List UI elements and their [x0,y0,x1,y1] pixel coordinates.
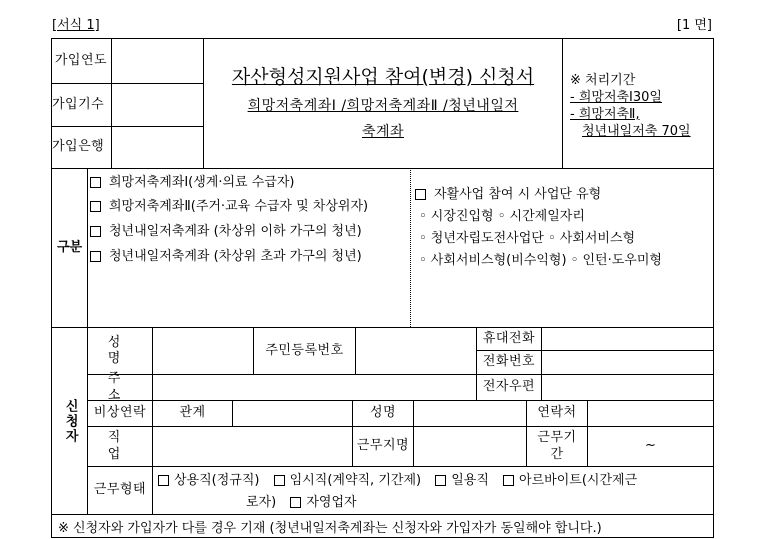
option-youth-high[interactable]: 청년내일저축계좌 (차상위 초과 가구의 청년) [90,247,408,266]
checkbox-icon[interactable] [90,251,101,262]
work-type-selfemployed[interactable]: 자영업자 [290,495,356,510]
emergency-label: 비상연락 [93,405,147,421]
workplace-input[interactable] [414,427,526,466]
applicant-label: 신청자 [62,398,78,444]
emergency-name-label: 성명 [369,405,397,421]
option-hope-1[interactable]: 희망저축계좌Ⅰ(생계·의료 수급자) [90,171,408,195]
name-label: 성 명 [107,334,133,366]
emergency-contact-label: 연락처 [537,405,577,421]
form-title: 자산형성지원사업 참여(변경) 신청서 [231,66,535,88]
email-label: 전자우편 [482,379,536,395]
checkbox-icon[interactable] [90,177,101,188]
checkbox-icon[interactable] [158,475,169,486]
work-type-label: 근무형태 [93,482,147,498]
checkbox-icon[interactable] [90,201,101,212]
address-input[interactable] [153,375,476,400]
section-label: 구분 [56,239,83,255]
work-period-input[interactable]: ~ [645,438,656,454]
account-types: 희망저축계좌Ⅰ /희망저축계좌Ⅱ /청년내일저 축계좌 [247,98,519,140]
checkbox-icon[interactable] [503,475,514,486]
option-hope-2[interactable]: 희망저축계좌Ⅱ(주거·교육 수급자 및 차상위자) [90,197,408,216]
page-number: [1 면] [676,18,712,33]
name-input[interactable] [153,328,253,374]
mobile-label: 휴대전화 [482,330,536,346]
relation-label: 관계 [179,405,206,421]
account-options [90,171,408,266]
rrn-label: 주민등록번호 [265,342,344,358]
work-type-temporary[interactable]: 임시직(계약직, 기간제) [274,473,421,488]
phone-label: 전화번호 [482,354,536,370]
emergency-name-input[interactable] [414,401,526,426]
workplace-label: 근무지명 [356,438,410,454]
checkbox-icon[interactable] [290,497,301,508]
checkbox-icon[interactable] [415,189,426,200]
join-period-label: 가입기수 [52,96,105,112]
checkbox-icon[interactable] [274,475,285,486]
join-year-label: 가입연도 [54,52,108,68]
mobile-input[interactable] [542,328,713,350]
job-label: 직 업 [107,430,133,462]
join-bank-label: 가입은행 [52,139,105,155]
emergency-contact-input[interactable] [588,401,713,426]
address-label: 주 소 [107,371,133,403]
option-youth-low[interactable]: 청년내일저축계좌 (차상위 이하 가구의 청년) [90,222,408,241]
join-period-input[interactable] [112,84,202,126]
work-type-regular[interactable]: 상용직(정규직) [158,473,260,488]
processing-period: ※ 처리기간 - 희망저축Ⅰ30일 - 희망저축Ⅱ, 청년내일저축 70일 [570,73,691,139]
checkbox-icon[interactable] [90,226,101,237]
work-type-options: 상용직(정규직) 임시직(계약직, 기간제) 일용직 아르바이트(시간제근 로자) 자영업자 [158,470,714,514]
job-input[interactable] [153,427,352,466]
work-period-label: 근무기간 [537,430,577,462]
join-bank-input[interactable] [112,127,202,168]
self-support-types: 자활사업 참여 시 사업단 유형 ◦ 시장진입형 ◦ 시간제일자리 ◦ 청년자립도전사업단 ◦ 사회서비스형 ◦ 사회서비스형(비수익형) ◦ 인턴·도우미형 [415,184,710,272]
phone-input[interactable] [542,351,713,374]
work-type-parttime[interactable]: 아르바이트(시간제근 [503,473,637,488]
rrn-input[interactable] [356,328,476,374]
join-year-input[interactable] [112,39,202,83]
self-support-option[interactable]: 자활사업 참여 시 사업단 유형 [415,184,710,206]
footer-note: ※ 신청자와 가입자가 다를 경우 기재 (청년내일저축계좌는 신청자와 가입자가 동일해야 합니다.) [58,521,602,536]
checkbox-icon[interactable] [435,475,446,486]
work-type-daily[interactable]: 일용직 [435,473,489,488]
form-number: [서식 1] [52,18,100,33]
email-input[interactable] [542,375,713,400]
relation-input[interactable] [233,401,352,426]
